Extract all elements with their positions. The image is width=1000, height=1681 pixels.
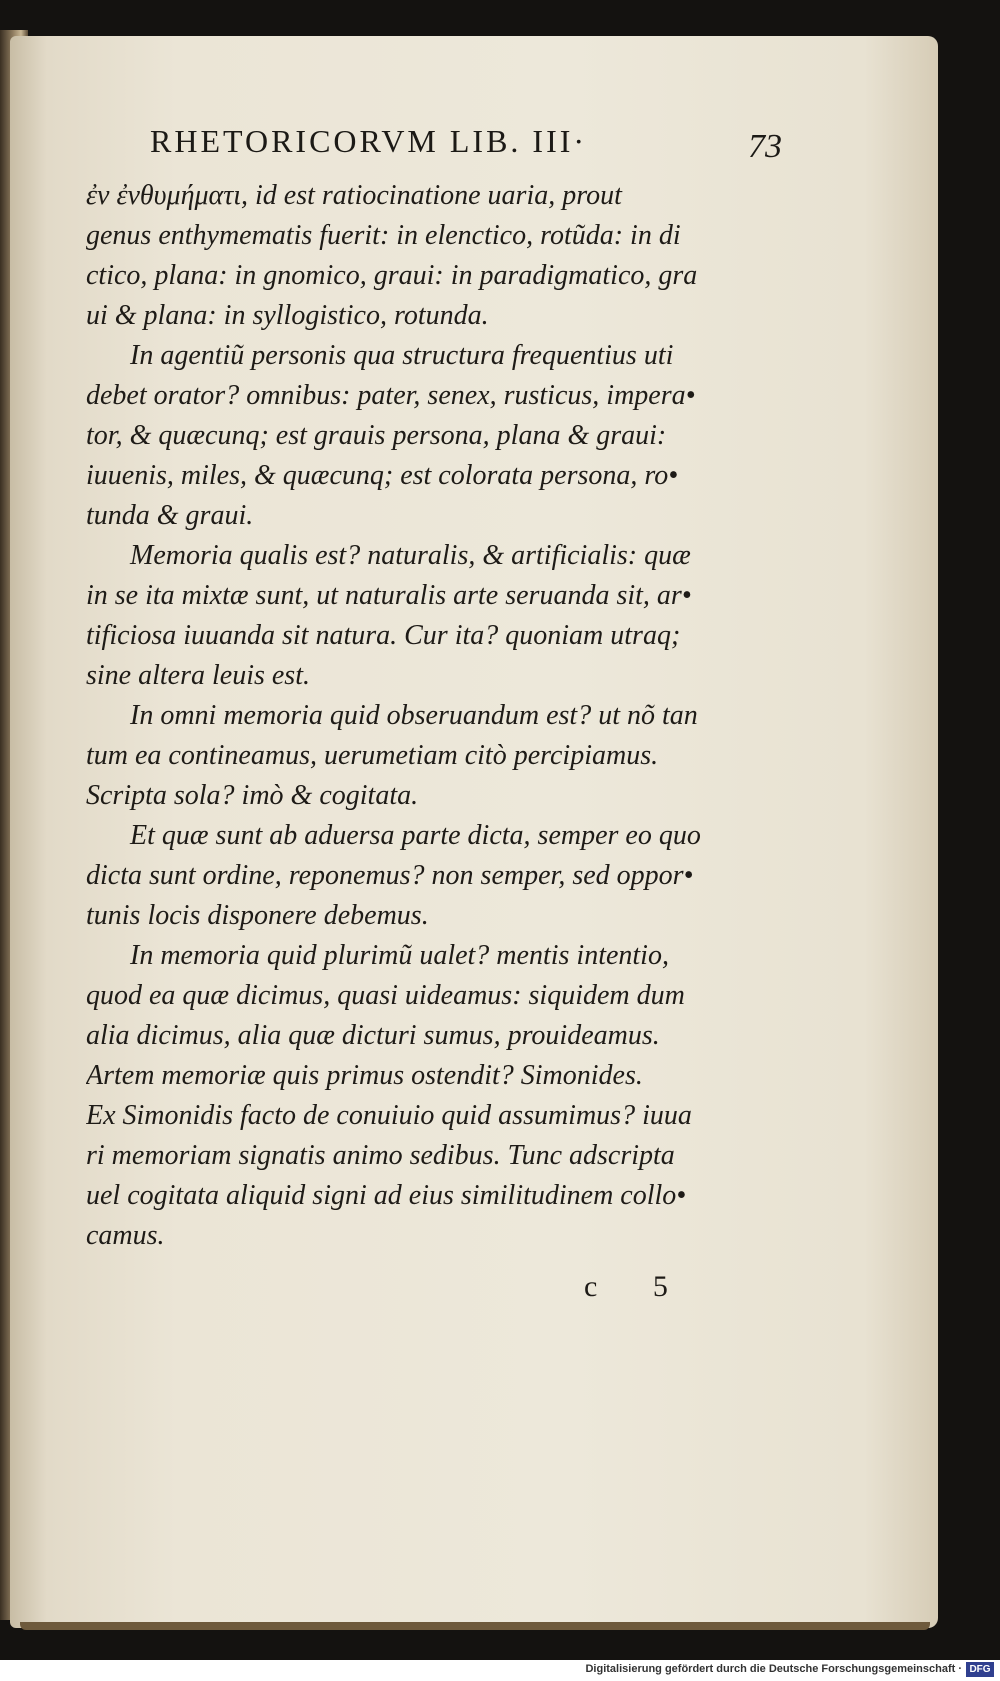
body-text xyxy=(86,176,736,1256)
text-line: debet orator? omnibus: pater, senex, rusticus, impera• xyxy=(86,380,696,411)
text-line: tor, & quæcunq; est grauis persona, plana & graui: xyxy=(86,420,667,451)
text-line: in se ita mixtæ sunt, ut naturalis arte seruanda sit, ar• xyxy=(86,580,692,611)
running-title: RHETORICORVM LIB. III· xyxy=(150,123,588,159)
text-line: uel cogitata aliquid signi ad eius similitudinem collo• xyxy=(86,1180,687,1211)
text-line: iuuenis, miles, & quæcunq; est colorata persona, ro• xyxy=(86,460,679,491)
text-line: ἐν ἐνθυμήματι, id est ratiocinatione uaria, prout xyxy=(86,180,622,211)
text-line: Memoria qualis est? naturalis, & artificialis: quæ xyxy=(130,540,691,571)
dfg-logo: DFG xyxy=(966,1662,994,1677)
text-line: ri memoriam signatis animo sedibus. Tunc adscripta xyxy=(86,1140,675,1171)
text-line: ctico, plana: in gnomico, graui: in paradigmatico, gra xyxy=(86,260,698,291)
text-line: tunis locis disponere debemus. xyxy=(86,900,429,931)
text-line: quod ea quæ dicimus, quasi uideamus: siquidem dum xyxy=(86,980,685,1011)
text-line: tunda & graui. xyxy=(86,500,254,531)
text-line: camus. xyxy=(86,1220,165,1251)
text-line: In omni memoria quid obseruandum est? ut nõ tan xyxy=(130,700,698,731)
text-line: Ex Simonidis facto de conuiuio quid assumimus? iuua xyxy=(86,1100,692,1131)
footer xyxy=(0,1660,1000,1681)
text-line: sine altera leuis est. xyxy=(86,660,310,691)
text-line: dicta sunt ordine, reponemus? non semper, sed oppor• xyxy=(86,860,694,891)
signature-mark: c 5 xyxy=(584,1270,692,1303)
footer-credit: Digitalisierung gefördert durch die Deutsche Forschungsgemeinschaft · xyxy=(585,1663,962,1675)
text-line: tificiosa iuuanda sit natura. Cur ita? quoniam utraq; xyxy=(86,620,681,651)
text-line: Et quæ sunt ab aduersa parte dicta, semper eo quo xyxy=(130,820,701,851)
text-line: In agentiũ personis qua structura frequentius uti xyxy=(130,340,674,371)
page-bottom-edge xyxy=(20,1622,930,1630)
text-line: genus enthymematis fuerit: in elenctico, rotũda: in di xyxy=(86,220,681,251)
text-line: tum ea contineamus, uerumetiam citò percipiamus. xyxy=(86,740,659,771)
text-line: Scripta sola? imò & cogitata. xyxy=(86,780,419,811)
text-line: In memoria quid plurimũ ualet? mentis intentio, xyxy=(130,940,669,971)
text-line: Artem memoriæ quis primus ostendit? Simonides. xyxy=(86,1060,643,1091)
text-line: ui & plana: in syllogistico, rotunda. xyxy=(86,300,489,331)
text-line: alia dicimus, alia quæ dicturi sumus, prouideamus. xyxy=(86,1020,660,1051)
folio-number: 73 xyxy=(748,128,782,165)
